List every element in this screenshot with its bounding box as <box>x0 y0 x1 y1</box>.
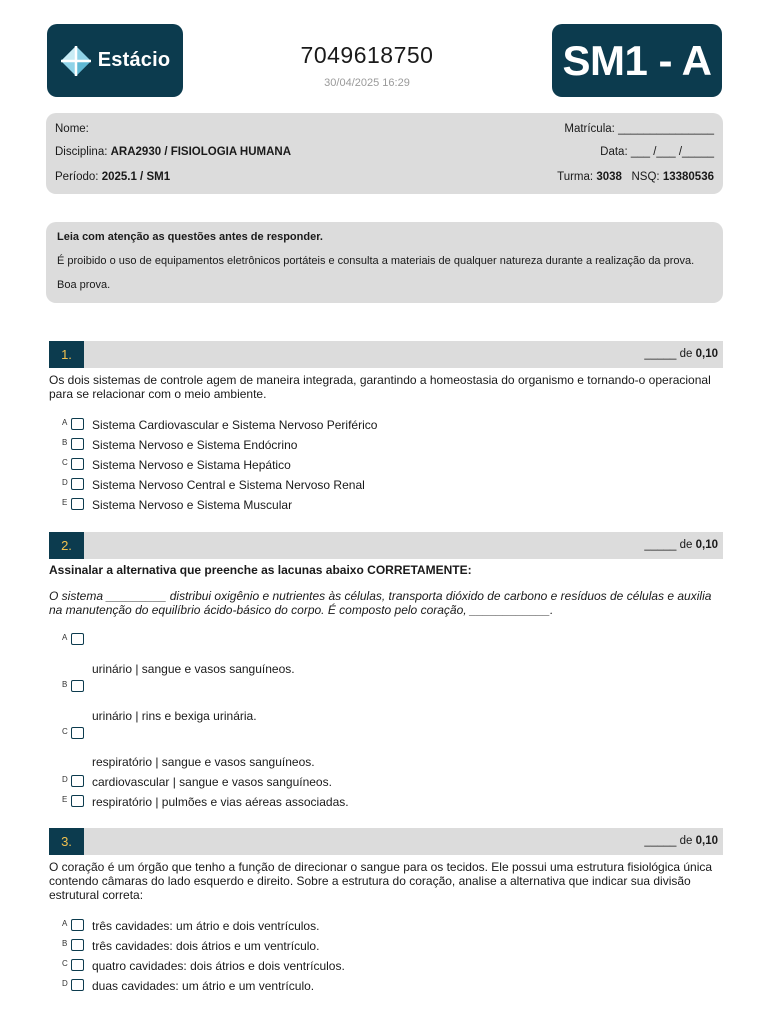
turma-value: 3038 <box>596 171 622 183</box>
turma-nsq-field <box>557 171 714 183</box>
option-b[interactable] <box>62 939 320 953</box>
option-letter: B <box>62 438 68 447</box>
option-e[interactable] <box>62 498 293 512</box>
option-c[interactable] <box>62 458 291 472</box>
matricula-label: Matrícula: <box>564 123 615 135</box>
option-c[interactable] <box>62 959 345 973</box>
option-label: duas cavidades: um átrio e um ventrículo. <box>92 979 315 993</box>
data-field <box>600 146 714 158</box>
option-letter: A <box>62 633 68 642</box>
option-letter: E <box>62 498 68 507</box>
matricula-field <box>564 123 714 135</box>
option-a[interactable] <box>62 919 320 933</box>
checkbox[interactable] <box>71 498 84 510</box>
data-blank: ___ /___ /_____ <box>630 146 714 158</box>
question-header <box>49 341 723 368</box>
checkbox[interactable] <box>71 633 84 645</box>
option-letter: D <box>62 775 68 784</box>
question-header <box>49 532 723 559</box>
question-number: 1. <box>49 341 84 368</box>
checkbox[interactable] <box>71 959 84 971</box>
option-label: Sistema Cardiovascular e Sistema Nervoso Periférico <box>92 418 378 432</box>
student-info-panel <box>46 113 723 194</box>
option-letter: B <box>62 939 68 948</box>
score-value: 0,10 <box>695 539 718 551</box>
score-blank: _____ <box>644 539 677 551</box>
option-label: urinário | rins e bexiga urinária. <box>92 709 257 723</box>
instruction-line: Leia com atenção as questões antes de responder. <box>57 231 323 243</box>
option-d[interactable] <box>62 979 315 993</box>
option-letter: C <box>62 959 68 968</box>
score-blank: _____ <box>644 348 677 360</box>
option-label: três cavidades: um átrio e dois ventrículos. <box>92 919 320 933</box>
checkbox[interactable] <box>71 418 84 430</box>
option-a[interactable] <box>62 418 378 432</box>
nsq-label: NSQ: <box>631 171 660 183</box>
disciplina-field <box>55 146 291 158</box>
option-label: cardiovascular | sangue e vasos sanguíneos. <box>92 775 332 789</box>
score-de: de <box>679 835 693 847</box>
data-label: Data: <box>600 146 628 158</box>
question-text: Os dois sistemas de controle agem de maneira integrada, garantindo a homeostasia do organismo e tornando-o operacional para se relacionar com o meio ambiente. <box>49 373 711 401</box>
option-label: Sistema Nervoso e Sistama Hepático <box>92 458 291 472</box>
nome-label: Nome: <box>55 123 89 135</box>
option-letter: A <box>62 418 68 427</box>
question-text: Assinalar a alternativa que preenche as lacunas abaixo CORRETAMENTE: <box>49 563 472 577</box>
option-letter: D <box>62 979 68 988</box>
option-label: quatro cavidades: dois átrios e dois ventrículos. <box>92 959 345 973</box>
option-letter: D <box>62 478 68 487</box>
option-letter: E <box>62 795 68 804</box>
option-c[interactable] <box>62 727 84 741</box>
checkbox[interactable] <box>71 795 84 807</box>
option-label: urinário | sangue e vasos sanguíneos. <box>92 662 295 676</box>
instruction-line: Boa prova. <box>57 279 111 291</box>
instructions-panel <box>46 222 723 303</box>
option-letter: C <box>62 458 68 467</box>
option-label: Sistema Nervoso Central e Sistema Nervoso Renal <box>92 478 365 492</box>
option-label: três cavidades: dois átrios e um ventrículo. <box>92 939 320 953</box>
option-letter: B <box>62 680 68 689</box>
score-de: de <box>679 348 693 360</box>
turma-label: Turma: <box>557 171 594 183</box>
option-e[interactable] <box>62 795 349 809</box>
option-a[interactable] <box>62 633 84 647</box>
checkbox[interactable] <box>71 979 84 991</box>
checkbox[interactable] <box>71 438 84 450</box>
logo-text: Estácio <box>97 49 171 71</box>
checkbox[interactable] <box>71 919 84 931</box>
question-score <box>644 348 718 360</box>
checkbox[interactable] <box>71 727 84 739</box>
option-label: respiratório | pulmões e vias aéreas associadas. <box>92 795 349 809</box>
option-label: respiratório | sangue e vasos sanguíneos. <box>92 755 315 769</box>
score-value: 0,10 <box>695 348 718 360</box>
question-text: O coração é um órgão que tenho a função de direcionar o sangue para os tecidos. Ele possui uma estrutura fisiológica única contendo câmaras do lado esquerdo e direito. Sobre a estrutura do coração, analise a alternativa que indicar sua divisão estrutural correta: <box>49 860 713 902</box>
estacio-logo <box>47 24 183 97</box>
checkbox[interactable] <box>71 458 84 470</box>
option-b[interactable] <box>62 438 298 452</box>
checkbox[interactable] <box>71 775 84 787</box>
question-statement: O sistema _________ distribui oxigênio e nutrientes às células, transporta dióxido de carbono e resíduos de células e auxilia na manutenção do equilíbrio ácido-básico do corpo. É composto pelo coração, ____________. <box>49 589 712 617</box>
question-score <box>644 835 718 847</box>
score-value: 0,10 <box>695 835 718 847</box>
exam-version-badge: SM1 - A <box>552 24 722 97</box>
option-letter: A <box>62 919 68 928</box>
matricula-blank: _______________ <box>618 123 714 135</box>
periodo-label: Período: <box>55 171 99 183</box>
option-d[interactable] <box>62 775 332 789</box>
question-header <box>49 828 723 855</box>
checkbox[interactable] <box>71 939 84 951</box>
option-letter: C <box>62 727 68 736</box>
nsq-value: 13380536 <box>662 171 714 183</box>
periodo-value: 2025.1 / SM1 <box>101 171 171 183</box>
disciplina-label: Disciplina: <box>55 146 108 158</box>
estacio-logo-icon <box>60 45 92 77</box>
option-d[interactable] <box>62 478 365 492</box>
option-label: Sistema Nervoso e Sistema Muscular <box>92 498 293 512</box>
score-de: de <box>679 539 693 551</box>
periodo-field <box>55 171 170 183</box>
checkbox[interactable] <box>71 478 84 490</box>
question-number: 2. <box>49 532 84 559</box>
exam-code: 7049618750 <box>300 42 434 68</box>
question-number: 3. <box>49 828 84 855</box>
question-score <box>644 539 718 551</box>
disciplina-value: ARA2930 / FISIOLOGIA HUMANA <box>110 146 292 158</box>
option-label: Sistema Nervoso e Sistema Endócrino <box>92 438 298 452</box>
exam-date: 30/04/2025 16:29 <box>324 77 410 89</box>
score-blank: _____ <box>644 835 677 847</box>
option-b[interactable] <box>62 680 84 694</box>
checkbox[interactable] <box>71 680 84 692</box>
instruction-line: É proibido o uso de equipamentos eletrônicos portáteis e consulta a materiais de qualquer natureza durante a realização da prova. <box>57 255 695 267</box>
